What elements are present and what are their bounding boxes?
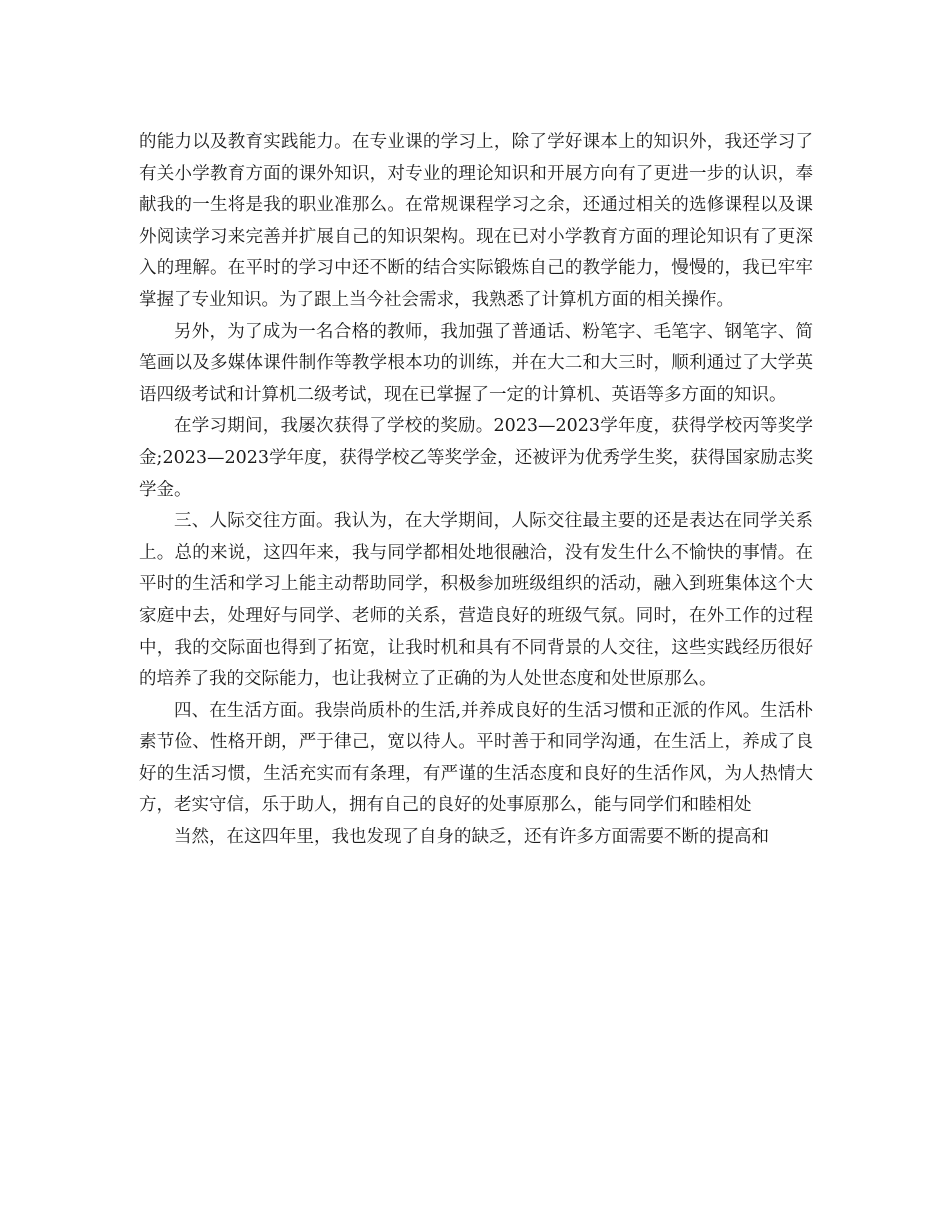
paragraph-shortcomings: 当然，在这四年里，我也发现了自身的缺乏，还有许多方面需要不断的提高和: [174, 827, 769, 848]
paragraph-interpersonal: 三、人际交往方面。我认为，在大学期间，人际交往最主要的还是表达在同学关系上。总的来说，这四年来，我与同学都相处地很融洽，没有发生什么不愉快的事情。在平时的生活和学习上能主动帮助同学，积极参加班级组织的活动，融入到班集体这个大家庭中去，处理好与同学、老师的关系，营造良好的班级气氛。同时，在外工作的过程中，我的交际面也得到了拓宽，让我时机和具有不同背景的人交往，这些实践经历很好的培养了我的交际能力，也让我树立了正确的为人处世态度和处世原那么。: [139, 511, 813, 690]
document-body: [139, 127, 813, 854]
paragraph-awards: 在学习期间，我屡次获得了学校的奖励。2023—2023学年度，获得学校丙等奖学金;2023—2023学年度，获得学校乙等奖学金，还被评为优秀学生奖，获得国家励志奖学金。: [139, 416, 813, 500]
paragraph-lifestyle: 四、在生活方面。我崇尚质朴的生活,并养成良好的生活习惯和正派的作风。生活朴素节俭、性格开朗，严于律己，宽以待人。平时善于和同学沟通，在生活上，养成了良好的生活习惯，生活充实而有条理，有严谨的生活态度和良好的生活作风，为人热情大方，老实守信，乐于助人，拥有自己的良好的处事原那么，能与同学们和睦相处: [139, 700, 813, 816]
paragraph-study-continued: 的能力以及教育实践能力。在专业课的学习上，除了学好课本上的知识外，我还学习了有关小学教育方面的课外知识，对专业的理论知识和开展方向有了更进一步的认识，奉献我的一生将是我的职业准那么。在常规课程学习之余，还通过相关的选修课程以及课外阅读学习来完善并扩展自己的知识架构。现在已对小学教育方面的理论知识有了更深入的理解。在平时的学习中还不断的结合实际锻炼自己的教学能力，慢慢的，我已牢牢掌握了专业知识。为了跟上当今社会需求，我熟悉了计算机方面的相关操作。: [139, 132, 813, 310]
paragraph-teaching-skills: 另外，为了成为一名合格的教师，我加强了普通话、粉笔字、毛笔字、钢笔字、简笔画以及多媒体课件制作等教学根本功的训练，并在大二和大三时，顺利通过了大学英语四级考试和计算机二级考试，现在已掌握了一定的计算机、英语等多方面的知识。: [139, 321, 813, 405]
